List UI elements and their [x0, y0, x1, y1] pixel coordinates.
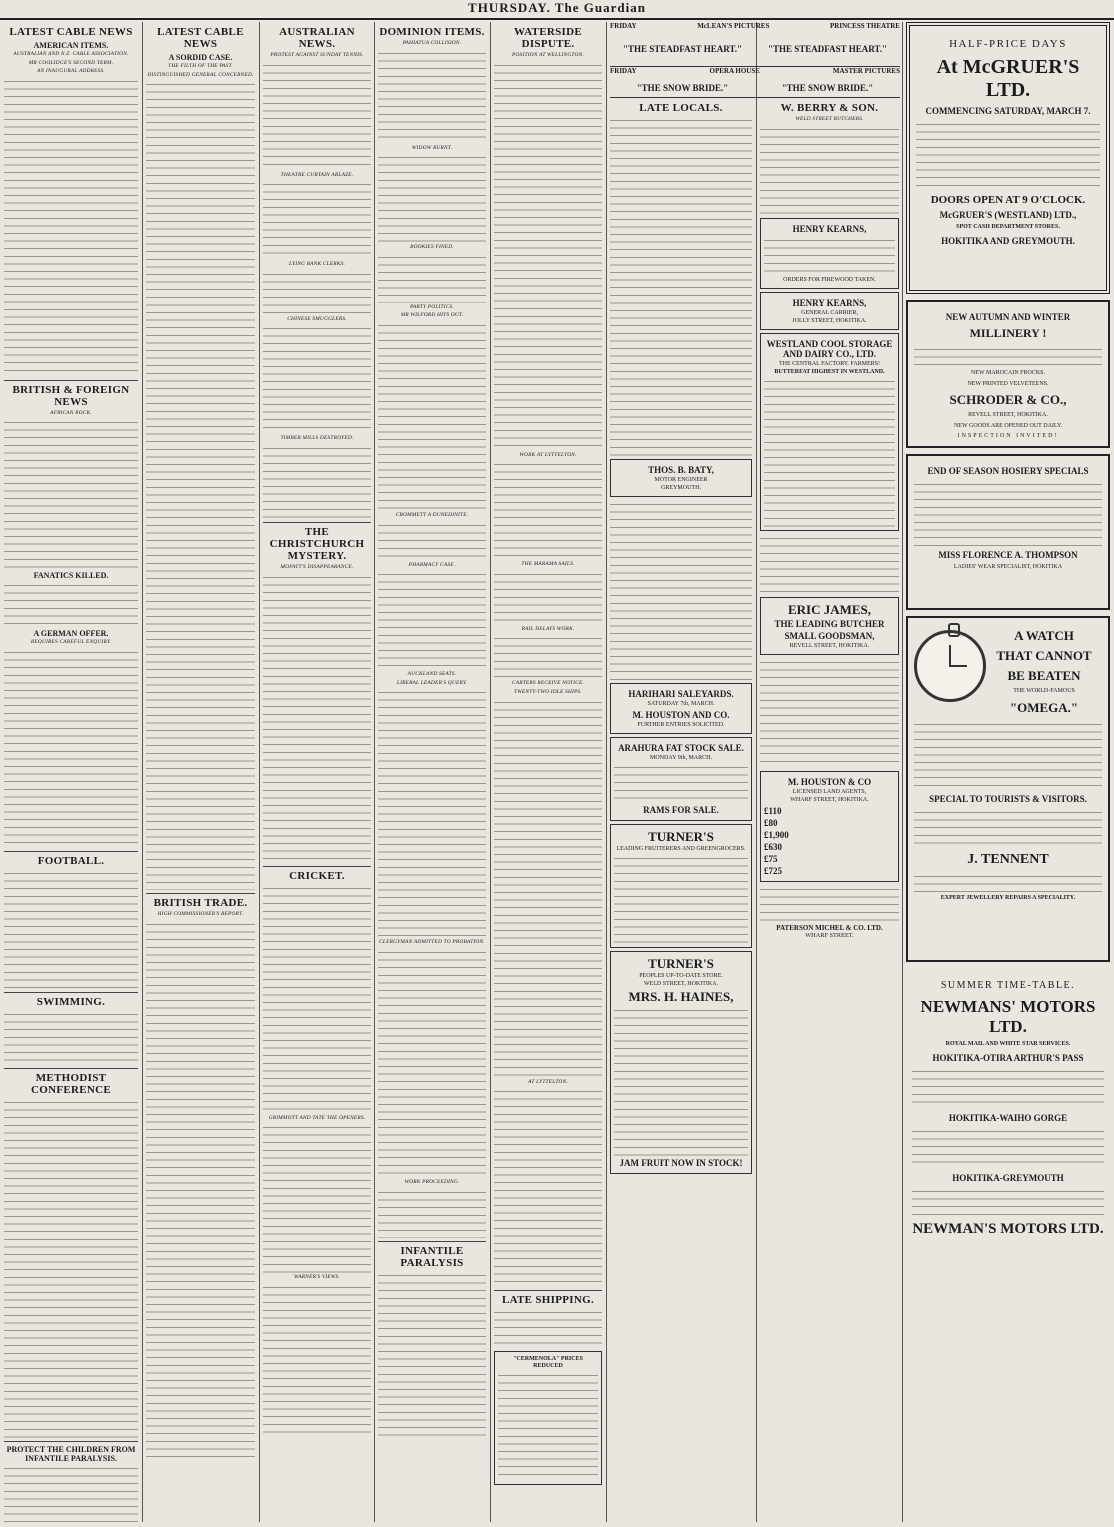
- article-body: [263, 1123, 371, 1273]
- section-heading: AN INAUGURAL ADDRESS.: [37, 68, 105, 75]
- masthead: THURSDAY. The Guardian: [0, 0, 1114, 20]
- ad-text: REVELL STREET, HOKITIKA.: [968, 412, 1048, 418]
- ad-title: THAT CANNOT: [996, 648, 1092, 663]
- section-heading: A GERMAN OFFER.: [33, 629, 109, 639]
- headline: LATEST CABLE NEWS: [9, 26, 133, 38]
- article-body: [378, 1271, 486, 1441]
- ad-title: ARAHURA FAT STOCK SALE.: [618, 743, 744, 753]
- ad-text: REVELL STREET, HOKITIKA.: [789, 642, 870, 649]
- ad-title: PATERSON MICHEL & CO. LTD.: [776, 923, 883, 932]
- ad-text: NEW GOODS ARE OPENED OUT DAILY.: [953, 422, 1063, 429]
- section-heading: MR WILFORD HITS OUT.: [400, 312, 464, 319]
- ad-title: HALF-PRICE DAYS: [949, 38, 1067, 50]
- column-rule: [902, 22, 903, 1522]
- subheadline: A SORDID CASE.: [168, 53, 233, 62]
- section-heading: THE MARAMA SAILS.: [521, 561, 575, 568]
- headline: AUSTRALIAN NEWS.: [279, 26, 355, 50]
- section-heading: CLERGYMAN ADMITTED TO PROBATION.: [379, 939, 485, 946]
- article-body: [263, 324, 371, 434]
- advertisement: [760, 333, 899, 531]
- ad-title: M. HOUSTON AND CO.: [632, 710, 730, 720]
- ad-text: INSPECTION INVITED!: [957, 433, 1059, 439]
- ad-text: ORDERS FOR FIREWOOD TAKEN.: [783, 276, 876, 283]
- ad-title: J. TENNENT: [967, 851, 1049, 867]
- article-body: [4, 1010, 138, 1065]
- section-heading: MOFATT'S DISAPPEARANCE.: [280, 563, 354, 570]
- ad-text: COMMENCING SATURDAY, MARCH 7.: [925, 106, 1091, 116]
- ad-title: HENRY KEARNS,: [792, 223, 867, 234]
- column-rule: [490, 22, 491, 1522]
- ad-text: PEOPLES UP-TO-DATE STORE.: [639, 973, 723, 979]
- article-body: [4, 418, 138, 568]
- classifieds: [610, 500, 752, 680]
- advertisement: [610, 951, 752, 1174]
- article-body: [146, 80, 255, 890]
- section-heading: PARTY POLITICS.: [410, 303, 454, 310]
- film-title: "THE SNOW BRIDE.": [781, 83, 874, 93]
- column-rule: [606, 22, 607, 1522]
- section-heading: AT LYTTELTON.: [528, 1078, 568, 1085]
- mcgruer-ad: [906, 22, 1110, 294]
- headline: DOMINION ITEMS.: [379, 26, 485, 38]
- ad-text: LICENSED LAND AGENTS,: [792, 788, 867, 795]
- ad-text: SMALL GOODSMAN,: [784, 630, 875, 641]
- article-body: [494, 634, 602, 679]
- section-heading: WARNER'S VIEWS.: [294, 1274, 340, 1281]
- article-body: [378, 253, 486, 303]
- ad-title: END OF SEASON HOSIERY SPECIALS: [927, 466, 1089, 476]
- article-body: [4, 648, 138, 848]
- article-body: [263, 61, 371, 171]
- ad-text: BUTTERFAT HIGHEST IN WESTLAND.: [774, 368, 885, 375]
- advertisement: [760, 771, 899, 882]
- ad-title: RAMS FOR SALE.: [643, 805, 719, 815]
- ad-title: HOKITIKA-WAIHO GORGE: [948, 1112, 1068, 1123]
- ad-text: FURTHER ENTRIES SOLICITED.: [637, 722, 725, 728]
- ad-text: LADIES' WEAR SPECIALIST, HOKITIKA: [953, 564, 1063, 570]
- ad-text: THE CENTRAL FACTORY. FARMERS!: [778, 360, 880, 367]
- section-heading: MR COOLIDGE'S SECOND TERM.: [28, 59, 114, 66]
- section-heading: CHINESE SMUGGLERS.: [287, 315, 347, 322]
- ad-title: MISS FLORENCE A. THOMPSON: [938, 550, 1078, 560]
- cinema-name: OPERA HOUSE: [709, 67, 760, 75]
- article-body: [263, 1283, 371, 1433]
- cinema-name: MASTER PICTURES: [832, 67, 900, 75]
- ad-title: THOS. B. BATY,: [648, 465, 714, 475]
- article-body: [263, 180, 371, 260]
- ad-body: [760, 125, 899, 215]
- article-body: [494, 570, 602, 625]
- article-body: [4, 77, 138, 377]
- article-body: [378, 521, 486, 561]
- column-5: [494, 24, 602, 1524]
- omega-watch-ad: [906, 616, 1110, 962]
- ad-text: WHARF STREET, HOKITIKA.: [790, 796, 869, 803]
- article-body: [4, 581, 138, 626]
- classifieds: [760, 534, 899, 594]
- ad-text: THE LEADING BUTCHER: [774, 618, 885, 629]
- article-body: [378, 948, 486, 1178]
- ad-title: SCHRODER & CO.,: [949, 392, 1067, 407]
- ad-title: SPECIAL TO TOURISTS & VISITORS.: [929, 793, 1087, 804]
- price: £725: [764, 865, 782, 876]
- section-heading: CARTERS RECEIVE NOTICE.: [511, 680, 585, 687]
- article-body: [494, 1308, 602, 1348]
- section-heading: FANATICS KILLED.: [33, 571, 109, 581]
- advertisement: [760, 597, 899, 655]
- ad-title: NEWMAN'S MOTORS LTD.: [912, 1220, 1104, 1237]
- ad-text: JOLLY STREET, HOKITIKA.: [792, 317, 867, 324]
- headline: LATEST CABLE NEWS: [157, 26, 244, 50]
- film-title: "THE STEADFAST HEART.": [623, 44, 742, 54]
- ad-text: NEW MAROCAIN FROCKS.: [970, 370, 1046, 376]
- column-rule: [259, 22, 260, 1522]
- article-body: [378, 688, 486, 938]
- headline: FOOTBALL.: [37, 854, 105, 867]
- column-3: [263, 24, 371, 1524]
- day-label: FRIDAY: [610, 67, 637, 75]
- column-7: [760, 100, 899, 1520]
- section-heading: WORK PROCEEDING.: [404, 1178, 460, 1185]
- headline: W. BERRY & SON.: [780, 102, 879, 114]
- section-heading: LYING BANK CLERKS.: [288, 261, 346, 268]
- section-heading: AUCKLAND SEATS.: [407, 671, 457, 678]
- section-heading: THE FILTH OF THE PAST.: [168, 63, 233, 69]
- advertisement: [610, 824, 752, 948]
- ad-text: GENERAL CARRIER,: [801, 309, 858, 316]
- headline: BRITISH & FOREIGN NEWS: [12, 383, 130, 408]
- headline: LATE LOCALS.: [639, 102, 723, 114]
- section-heading: BOOKIES FINED.: [410, 244, 454, 251]
- ad-title: At McGRUER'S LTD.: [936, 56, 1080, 101]
- ad-text: WELD STREET, HOKITIKA.: [643, 981, 719, 987]
- section-heading: PROTECT THE CHILDREN FROM INFANTILE PARALYSIS.: [6, 1444, 136, 1463]
- ad-text: MONDAY 9th, MARCH.: [650, 755, 712, 761]
- column-2: [146, 24, 255, 1524]
- ad-text: ROYAL MAIL AND WHITE STAR SERVICES.: [945, 1041, 1071, 1047]
- headline: THE CHRISTCHURCH MYSTERY.: [269, 525, 365, 562]
- ad-title: TURNER'S: [648, 956, 714, 971]
- article-body: [4, 1098, 138, 1438]
- ad-text: SPOT CASH DEPARTMENT STORES.: [956, 224, 1060, 230]
- ad-title: A WATCH: [1014, 628, 1074, 643]
- column-rule: [374, 22, 375, 1522]
- column-rule: [756, 22, 757, 1522]
- advertisement: [494, 1351, 602, 1485]
- article-body: [494, 698, 602, 1078]
- ad-title: ERIC JAMES,: [787, 601, 872, 617]
- section-heading: DISTINGUISHED GENERAL CONCERNED.: [147, 71, 254, 78]
- ad-title: M. HOUSTON & CO: [787, 776, 872, 787]
- ad-title: MRS. H. HAINES,: [628, 989, 734, 1004]
- cinema-name: PRINCESS THEATRE: [830, 22, 900, 30]
- section-heading: AFRICAN ROCK.: [50, 409, 92, 416]
- article-body: [378, 570, 486, 670]
- ad-title: MILLINERY !: [969, 326, 1047, 340]
- ad-title: "OMEGA.": [1009, 699, 1079, 715]
- article-body: [146, 920, 255, 1460]
- article-body: [378, 1188, 486, 1238]
- article-body: [263, 270, 371, 315]
- article-body: [378, 321, 486, 511]
- article-body: [610, 116, 752, 456]
- headline: WATERSIDE DISPUTE.: [514, 26, 582, 50]
- article-body: [378, 49, 486, 144]
- classifieds: [760, 885, 899, 925]
- advertisement: [760, 218, 899, 289]
- ad-text: HOKITIKA AND GREYMOUTH.: [941, 235, 1075, 246]
- section-heading: TIMBER MILLS DESTROYED.: [280, 435, 354, 442]
- section-heading: WORK AT LYTTELTON.: [519, 451, 577, 458]
- article-body: [263, 573, 371, 863]
- ad-title: HENRY KEARNS,: [792, 297, 867, 308]
- credit: AUSTRALIAN AND N.Z. CABLE ASSOCIATION.: [13, 51, 129, 57]
- cinema-name: McLEAN'S PICTURES: [697, 22, 770, 30]
- section-heading: POSITION AT WELLINGTON.: [512, 52, 584, 58]
- section-heading: LIBERAL LEADER'S QUERY.: [396, 679, 468, 686]
- ad-title: BE BEATEN: [1007, 668, 1081, 683]
- column-1: [4, 24, 138, 1524]
- headline: SWIMMING.: [36, 995, 106, 1008]
- section-heading: RAIL DELAYS WORK.: [521, 625, 575, 632]
- article-body: [378, 153, 486, 243]
- advertisement: [610, 459, 752, 497]
- headline: BRITISH TRADE.: [153, 897, 248, 910]
- ad-title: SUMMER TIME-TABLE.: [940, 980, 1076, 991]
- article-body: [494, 61, 602, 451]
- section-heading: HIGH COMMISSIONER'S REPORT.: [157, 911, 244, 918]
- price: £110: [764, 805, 782, 816]
- ad-title: WESTLAND COOL STORAGE AND DAIRY CO., LTD.: [766, 338, 893, 359]
- pocket-watch-icon: [914, 630, 986, 702]
- section-heading: TWENTY-TWO IDLE SHIPS.: [514, 688, 582, 695]
- price: £1,900: [764, 829, 789, 840]
- headline: LATE SHIPPING.: [501, 1294, 594, 1307]
- headline: CRICKET.: [289, 869, 345, 882]
- ad-title: TURNER'S: [648, 829, 714, 844]
- section-heading: WELD STREET BUTCHERS.: [795, 116, 864, 122]
- ad-title: "CERMENOLA" PRICES REDUCED: [513, 1356, 583, 1370]
- section-heading: PHARMACY CASE.: [408, 561, 456, 568]
- day-label: FRIDAY: [610, 22, 637, 30]
- film-title: "THE STEADFAST HEART.": [768, 44, 887, 54]
- article-body: [494, 1087, 602, 1287]
- ad-title: NEWMANS' MOTORS LTD.: [920, 997, 1096, 1036]
- cinema-listings: [610, 22, 900, 98]
- article-body: [494, 460, 602, 560]
- section-heading: PROTEST AGAINST SUNDAY TENNIS.: [270, 52, 364, 58]
- price: £630: [764, 841, 782, 852]
- ad-text: LEADING FRUITERERS AND GREENGROCERS.: [616, 846, 746, 852]
- hosiery-ad: [906, 454, 1110, 610]
- schroder-ad: [906, 300, 1110, 448]
- headline: INFANTILE PARALYSIS: [400, 1244, 464, 1269]
- newmans-timetable-ad: [906, 968, 1110, 1250]
- ad-text: McGRUER'S (WESTLAND) LTD.,: [939, 210, 1077, 220]
- section-heading: GRIMMOTT AND TATE THE OPENERS.: [268, 1114, 366, 1121]
- column-6: [610, 100, 752, 1520]
- right-ad-column: [906, 22, 1110, 1256]
- ad-title: HARIHARI SALEYARDS.: [628, 689, 734, 699]
- ad-title: NEW AUTUMN AND WINTER: [945, 312, 1071, 322]
- section-heading: THEATRE CURTAIN ABLAZE.: [280, 171, 354, 178]
- section-heading: REQUIRES CAREFUL ENQUIRY.: [30, 639, 112, 646]
- price: £80: [764, 817, 778, 828]
- article-body: [4, 1464, 138, 1524]
- section-heading: CROMMETT A DUNEDINITE.: [395, 511, 469, 518]
- ad-text: SATURDAY 7th, MARCH.: [647, 701, 715, 707]
- column-rule: [142, 22, 143, 1522]
- section-heading: WIDOW BURNT.: [411, 144, 453, 151]
- film-title: "THE SNOW BRIDE.": [636, 83, 729, 93]
- ad-text: WHARF STREET.: [805, 932, 854, 940]
- price: £75: [764, 853, 778, 864]
- ad-text: EXPERT JEWELLERY REPAIRS A SPECIALITY.: [940, 894, 1076, 901]
- article-body: [263, 884, 371, 1114]
- ad-text: NEW PRINTED VELVETEENS.: [967, 380, 1049, 387]
- ad-title: HOKITIKA-OTIRA ARTHUR'S PASS: [932, 1052, 1084, 1063]
- classifieds: [760, 658, 899, 768]
- ad-text: JAM FRUIT NOW IN STOCK!: [619, 1158, 743, 1168]
- article-body: [4, 869, 138, 989]
- ad-text: THE WORLD-FAMOUS: [1013, 688, 1075, 694]
- ad-text: GREYMOUTH.: [661, 485, 701, 491]
- column-4: [378, 24, 486, 1524]
- advertisement: [610, 683, 752, 734]
- ad-text: MOTOR ENGINEER: [654, 477, 708, 483]
- advertisement: [760, 292, 899, 330]
- article-body: [263, 444, 371, 519]
- ad-title: HOKITIKA-GREYMOUTH: [952, 1172, 1064, 1183]
- advertisement: [610, 737, 752, 821]
- headline: METHODIST CONFERENCE: [30, 1071, 111, 1096]
- ad-text: DOORS OPEN AT 9 O'CLOCK.: [930, 194, 1086, 206]
- subheadline: AMERICAN ITEMS.: [33, 41, 109, 50]
- section-heading: PAHIATUA COLLISION.: [402, 40, 462, 46]
